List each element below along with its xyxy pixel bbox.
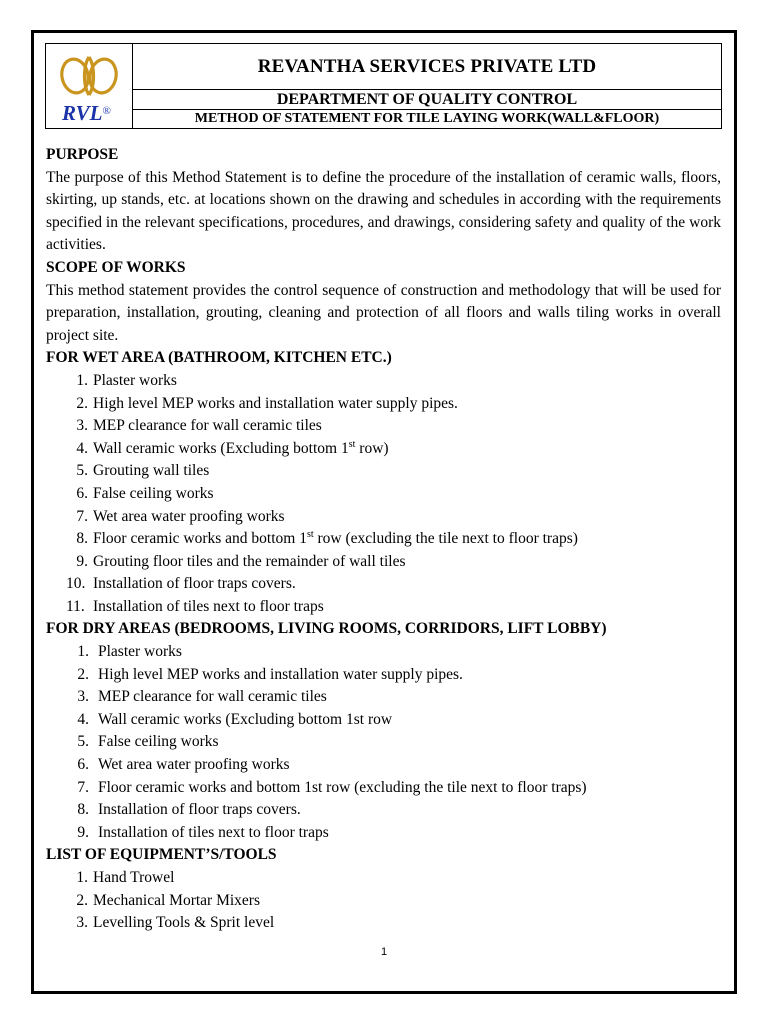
company-name: REVANTHA SERVICES PRIVATE LTD — [257, 55, 597, 77]
list-item: 1. Plaster works — [76, 371, 177, 389]
list-item: 6. Wet area water proofing works — [77, 756, 290, 774]
document-header — [45, 43, 722, 129]
company-logo — [46, 44, 133, 128]
list-item: 2. Mechanical Mortar Mixers — [76, 891, 260, 909]
list-item: 8. Installation of floor traps covers. — [77, 801, 301, 819]
list-item: 7. Wet area water proofing works — [76, 507, 285, 525]
department-name: DEPARTMENT OF QUALITY CONTROL — [276, 90, 578, 108]
wet-area-heading: FOR WET AREA (BATHROOM, KITCHEN ETC.) — [46, 349, 392, 367]
method-statement-title: METHOD OF STATEMENT FOR TILE LAYING WORK(WALL&FLOOR) — [194, 111, 660, 126]
list-item: 3. MEP clearance for wall ceramic tiles — [76, 417, 322, 435]
logo-wordmark: RVL® — [62, 101, 111, 125]
list-item: 3. MEP clearance for wall ceramic tiles — [77, 688, 327, 706]
list-item: 4. Wall ceramic works (Excluding bottom 1st row — [77, 710, 393, 728]
dry-area-heading: FOR DRY AREAS (BEDROOMS, LIVING ROOMS, CORRIDORS, LIFT LOBBY) — [46, 620, 607, 638]
list-item: 6. False ceiling works — [76, 484, 214, 502]
list-item: 1. Hand Trowel — [76, 869, 175, 886]
tools-list — [46, 867, 721, 935]
wet-area-list — [46, 370, 721, 619]
list-item: 2. High level MEP works and installation water supply pipes. — [76, 394, 458, 412]
purpose-text: The purpose of this Method Statement is to define the procedure of the installation of ceramic walls, floors, skirting, up stands, etc. at locations shown on the drawing and schedules in according with the requirements specified in the relevant specifications, procedures, and drawings, considering safety and quality of the work activities. — [46, 168, 721, 254]
tools-heading: LIST OF EQUIPMENT’S/TOOLS — [46, 846, 277, 864]
list-item: 5. False ceiling works — [77, 733, 219, 751]
list-item: 11. Installation of tiles next to floor traps — [66, 597, 324, 615]
logo-emblem-icon — [53, 52, 125, 100]
list-item: 3. Levelling Tools & Sprit level — [76, 914, 275, 932]
list-item: 7. Floor ceramic works and bottom 1st row (excluding the tile next to floor traps) — [77, 778, 587, 796]
method-title-cell — [133, 110, 721, 128]
purpose-heading: PURPOSE — [46, 146, 119, 163]
scope-heading: SCOPE OF WORKS — [46, 258, 186, 276]
list-item: 8. Floor ceramic works and bottom 1st row (excluding the tile next to floor traps) — [76, 528, 578, 548]
list-item: 9. Installation of tiles next to floor traps — [77, 823, 329, 841]
list-item: 5. Grouting wall tiles — [76, 462, 210, 480]
document-body — [46, 144, 721, 935]
company-name-cell — [133, 44, 721, 90]
dry-area-list — [46, 641, 721, 844]
scope-text: This method statement provides the control sequence of construction and methodology that will be used for preparation, installation, grouting, cleaning and protection of all floors and walls tiling works in overall project site. — [46, 281, 721, 344]
list-item: 10. Installation of floor traps covers. — [66, 575, 296, 593]
list-item: 2. High level MEP works and installation water supply pipes. — [77, 665, 463, 683]
list-item: 9. Grouting floor tiles and the remainder of wall tiles — [76, 552, 406, 570]
list-item: 4. Wall ceramic works (Excluding bottom 1st row) — [76, 438, 389, 457]
list-item: 1. Plaster works — [77, 643, 182, 661]
department-cell — [133, 90, 721, 110]
page-number: 1 — [380, 946, 388, 958]
